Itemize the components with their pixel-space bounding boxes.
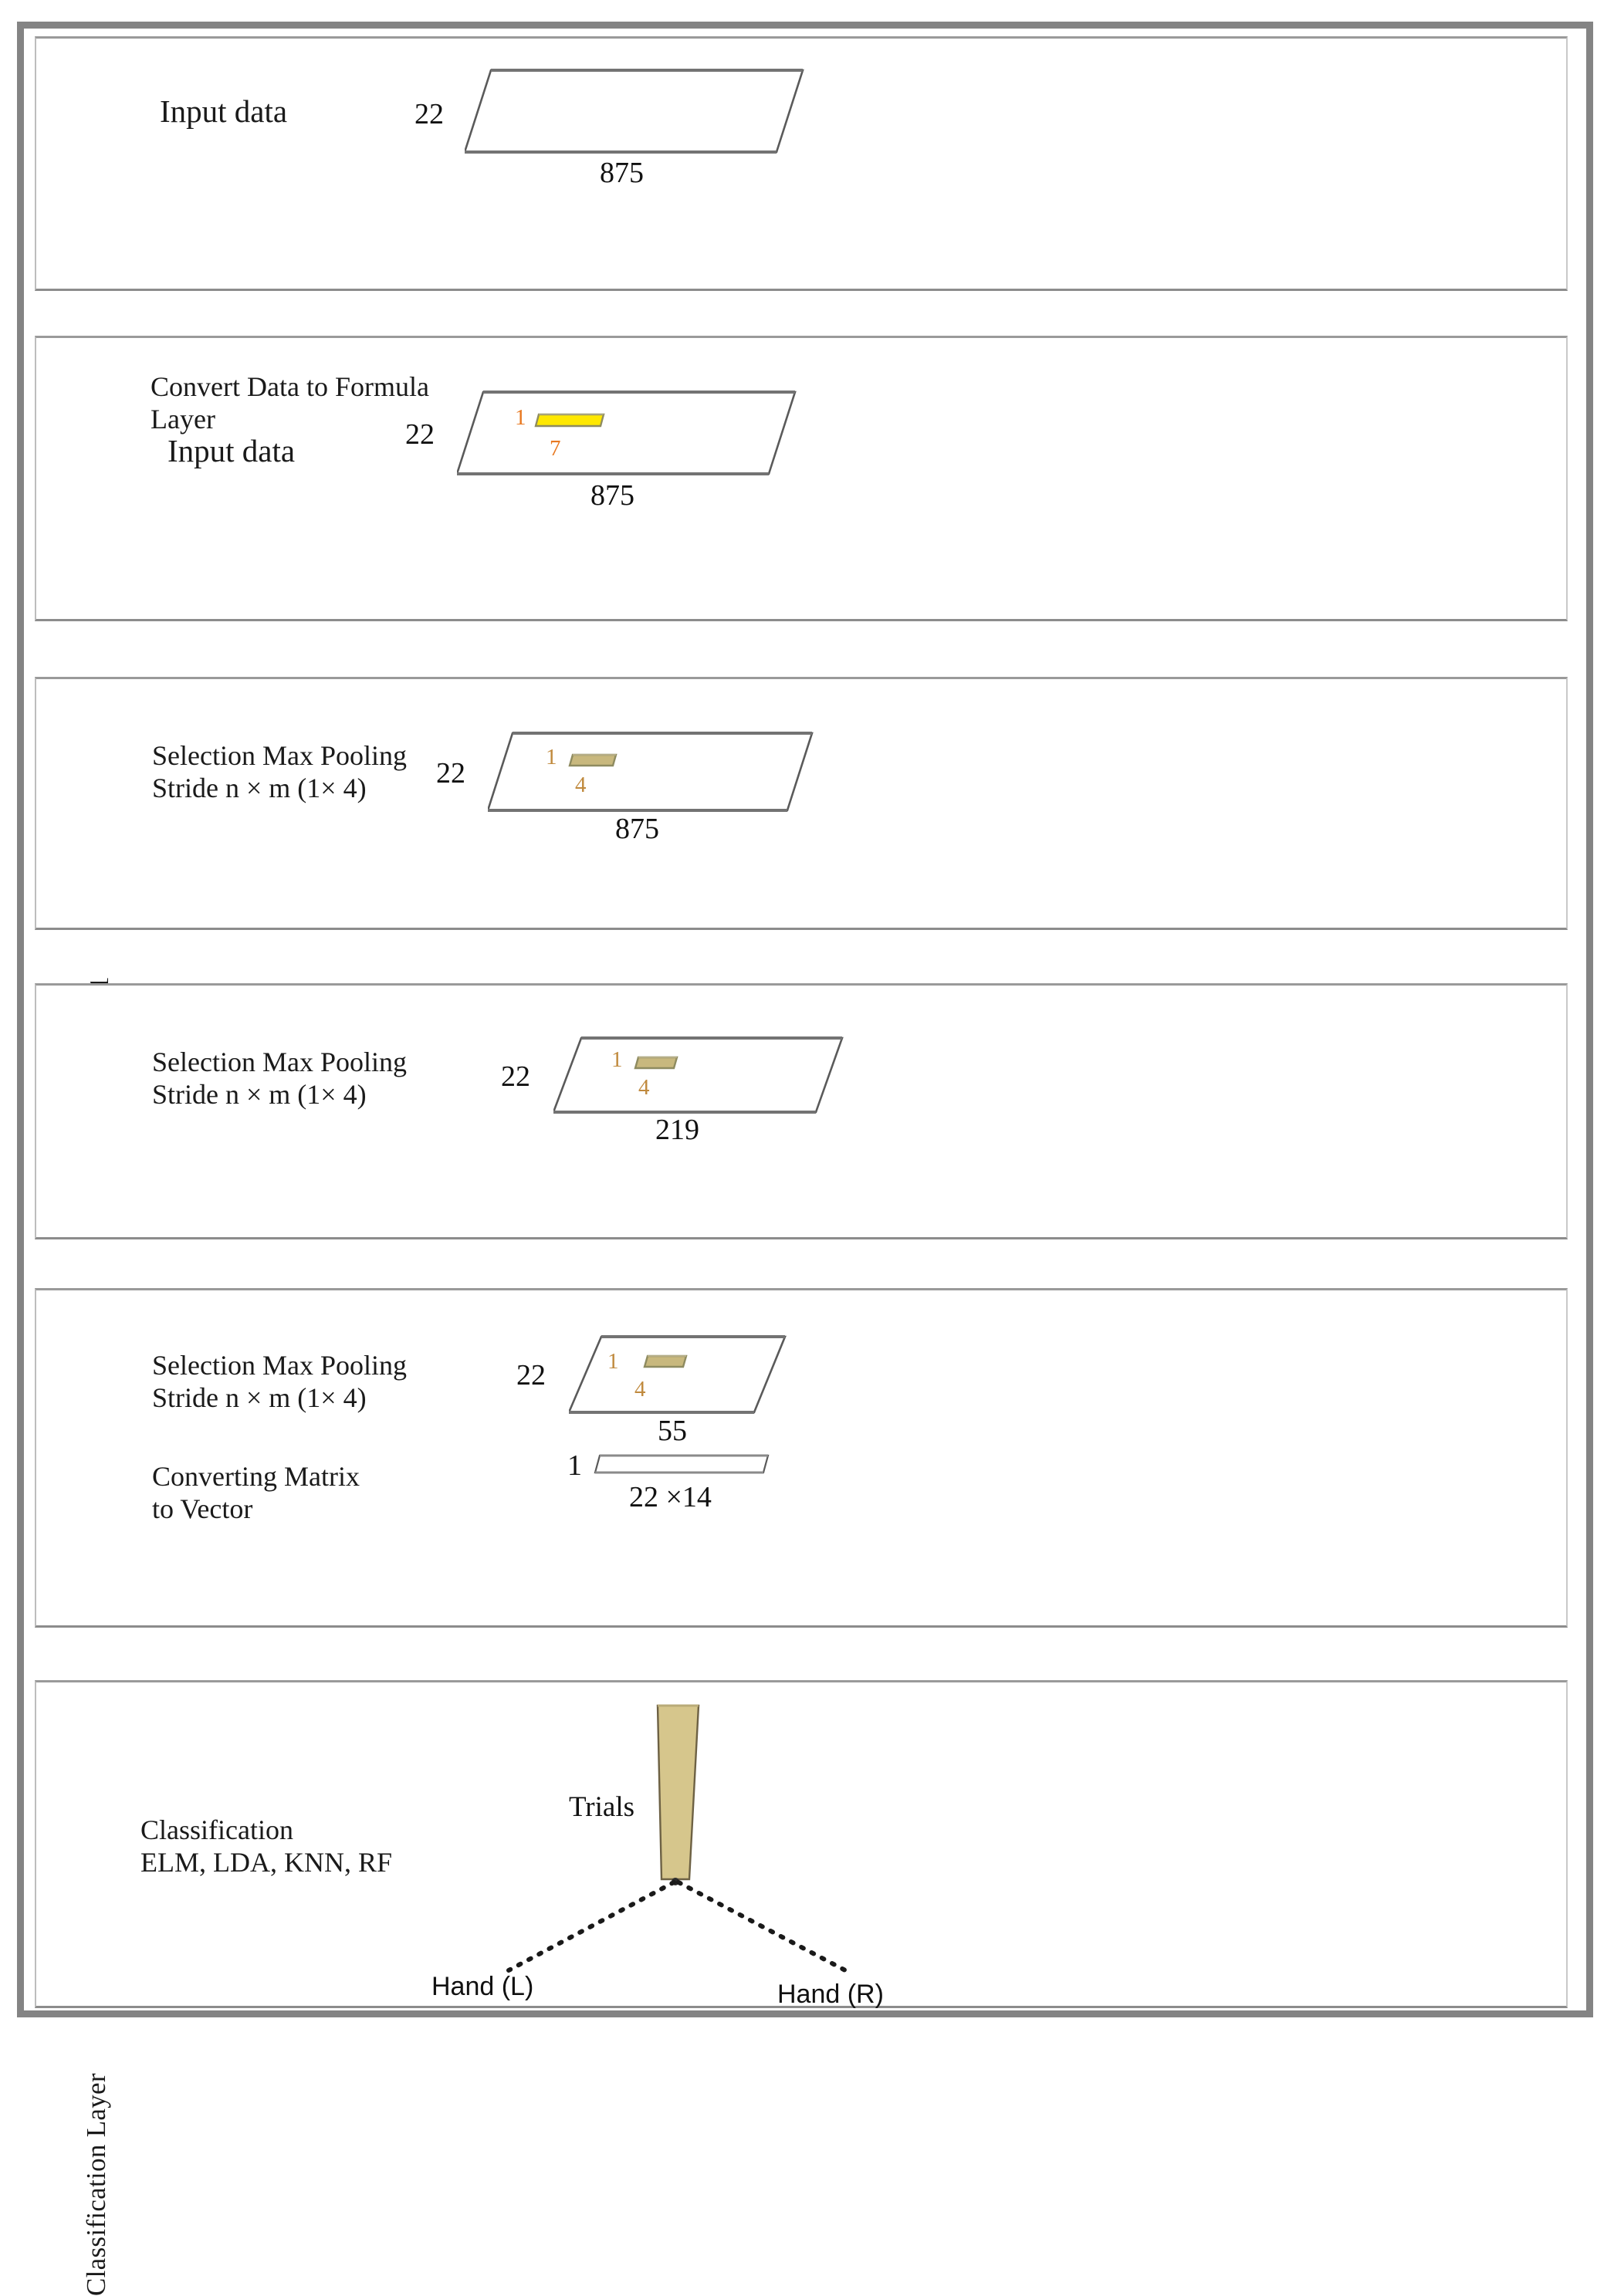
panel-last-pooling-layer [35,1288,1568,1628]
pooling2-bottom-dimension: 219 [655,1114,699,1146]
panel-pooling-layer-1 [35,677,1568,930]
classification-fan-diagram [453,1690,901,1991]
panel-pooling-layer-2 [35,983,1568,1239]
body-text-last-pooling-layer: Selection Max Pooling Stride n × m (1× 4) [152,1350,407,1414]
lastpool-kernel-cols: 4 [634,1377,646,1402]
body-text-convert-layer-input-data: Input data [167,433,296,468]
pooling1-kernel-cols: 4 [575,773,587,797]
convert-kernel-rows: 1 [515,405,526,430]
lastpool-parallelogram [569,1331,808,1423]
pooling1-bottom-dimension: 875 [615,813,659,845]
hand-right-label: Hand (R) [777,1980,884,2009]
pooling1-kernel-rows: 1 [546,745,557,769]
hand-left-label: Hand (L) [431,1972,534,2001]
lastpool-bottom-dimension: 55 [658,1415,687,1447]
vector-bottom-dimension: 22 ×14 [629,1481,712,1513]
panel-input-layer [35,36,1568,291]
input-bottom-dimension: 875 [600,157,644,189]
convert-parallelogram [457,386,820,486]
convert-bottom-dimension: 875 [590,479,634,512]
pooling2-left-dimension: 22 [501,1060,530,1093]
pooling2-parallelogram [553,1032,862,1124]
body-text-converting-matrix: Converting Matrix to Vector [152,1461,360,1525]
pooling1-parallelogram [488,727,835,821]
lastpool-left-dimension: 22 [516,1359,546,1391]
branch-line-left [509,1882,674,1970]
body-text-convert-layer: Convert Data to Formula Layer [151,371,429,435]
body-text-classification-layer: Classification ELM, LDA, KNN, RF [140,1814,393,1878]
lastpool-kernel-rows: 1 [607,1349,619,1374]
branch-line-right [678,1882,845,1970]
pooling2-kernel-cols: 4 [638,1075,650,1100]
figure-outer-frame [17,22,1593,2296]
body-text-pooling-layer-1: Selection Max Pooling Stride n × m (1× 4) [152,740,407,804]
trials-bar [658,1706,699,1879]
side-label-classification-layer: Classification Layer [81,2073,111,2296]
body-text-input-layer: Input data [160,93,288,129]
pooling2-kernel-rows: 1 [611,1047,623,1072]
convert-kernel-cols: 7 [550,436,561,461]
convert-left-dimension: 22 [405,418,435,451]
vector-flat-parallelogram [592,1451,777,1482]
vector-left-dimension: 1 [567,1449,582,1482]
trials-label: Trials [569,1791,635,1823]
pooling1-left-dimension: 22 [436,757,465,790]
input-parallelogram [465,64,827,164]
panel-convert-layer [35,336,1568,621]
panel-classification-layer [35,1680,1568,2296]
input-left-dimension: 22 [414,98,444,130]
body-text-pooling-layer-2: Selection Max Pooling Stride n × m (1× 4) [152,1047,407,1111]
